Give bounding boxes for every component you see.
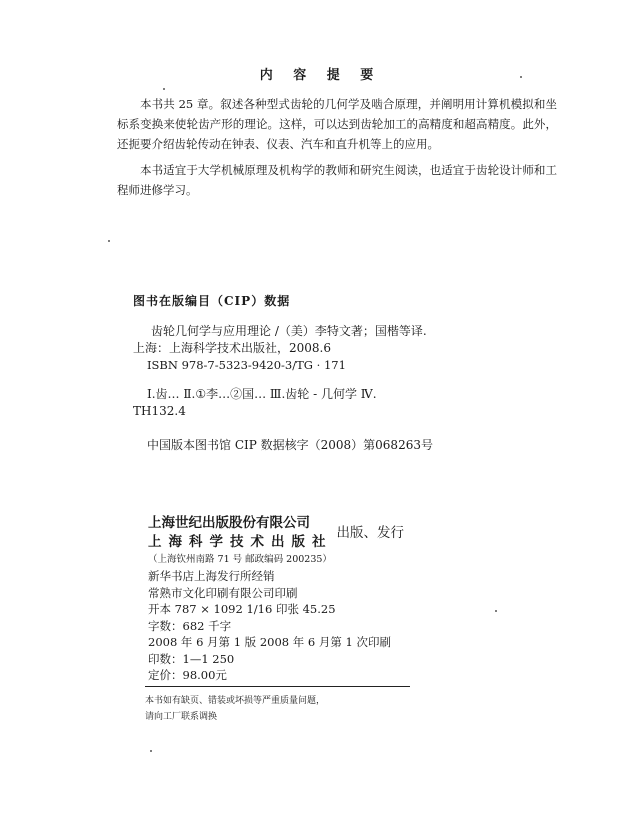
- publisher-role: 出版、发行: [336, 524, 404, 541]
- book-format: 开本 787 × 1092 1/16 印张 45.25: [148, 602, 336, 616]
- publisher-names: [148, 514, 333, 552]
- word-count: 字数：682 千字: [148, 618, 232, 633]
- divider-line: [145, 686, 410, 687]
- summary-title: 内 容 提 要: [259, 68, 382, 83]
- publisher-name-2: 上海科学技术出版社: [148, 534, 333, 550]
- notice-line: 请向工厂联系调换: [145, 712, 218, 722]
- print-run: 印数：1—1 250: [148, 651, 235, 666]
- publisher-address: （上海钦州南路 71 号 邮政编码 200235）: [148, 554, 332, 565]
- scan-speck: [495, 610, 497, 612]
- edition-info: 2008 年 6 月第 1 版 2008 年 6 月第 1 次印刷: [148, 635, 392, 649]
- publisher-header: [148, 514, 448, 552]
- cip-classification-line: Ⅰ.齿… Ⅱ.①李…②国… Ⅲ.齿轮 - 几何学 Ⅳ.: [147, 387, 377, 401]
- cip-title-line: 齿轮几何学与应用理论 /（美）李特文著；国楷等译.: [151, 324, 427, 338]
- scan-speck: [520, 76, 522, 78]
- price: 定价：98.00元: [148, 668, 227, 682]
- distributor: 新华书店上海发行所经销: [148, 569, 275, 583]
- cip-approval-line: 中国版本图书馆 CIP 数据核字（2008）第068263号: [147, 438, 433, 452]
- cip-isbn-line: ISBN 978-7-5323-9420-3/TG · 171: [147, 358, 346, 372]
- notice-line: 本书如有缺页、错装或坏损等严重质量问题，: [145, 696, 326, 706]
- summary-paragraph: 本书共 25 章。叙述各种型式齿轮的几何学及啮合原理，并阐明用计算机模拟和坐标系变换来使轮齿产形的理论。这样，可以达到齿轮加工的高精度和超高精度。此外，还扼要介绍齿轮传动在钟表、仪表、汽车和直升机等上的应用。: [117, 97, 557, 151]
- cip-publisher-line: 上海：上海科学技术出版社，2008.6: [133, 341, 331, 355]
- scan-speck: [163, 88, 165, 90]
- publisher-name-1: 上海世纪出版股份有限公司: [148, 515, 310, 531]
- cip-block: [133, 292, 533, 454]
- quality-notice: [145, 693, 425, 725]
- cip-classification-tail: TH132.4: [133, 404, 186, 418]
- cip-heading: 图书在版编目（CIP）数据: [133, 294, 291, 308]
- scan-speck: [150, 750, 152, 752]
- summary-body: [117, 94, 557, 206]
- scan-speck: [108, 240, 110, 242]
- publishing-info: [148, 514, 448, 684]
- summary-paragraph: 本书适宜于大学机械原理及机构学的教师和研究生阅读，也适宜于齿轮设计师和工程师进修学习。: [117, 163, 557, 197]
- printer: 常熟市文化印刷有限公司印刷: [148, 585, 298, 600]
